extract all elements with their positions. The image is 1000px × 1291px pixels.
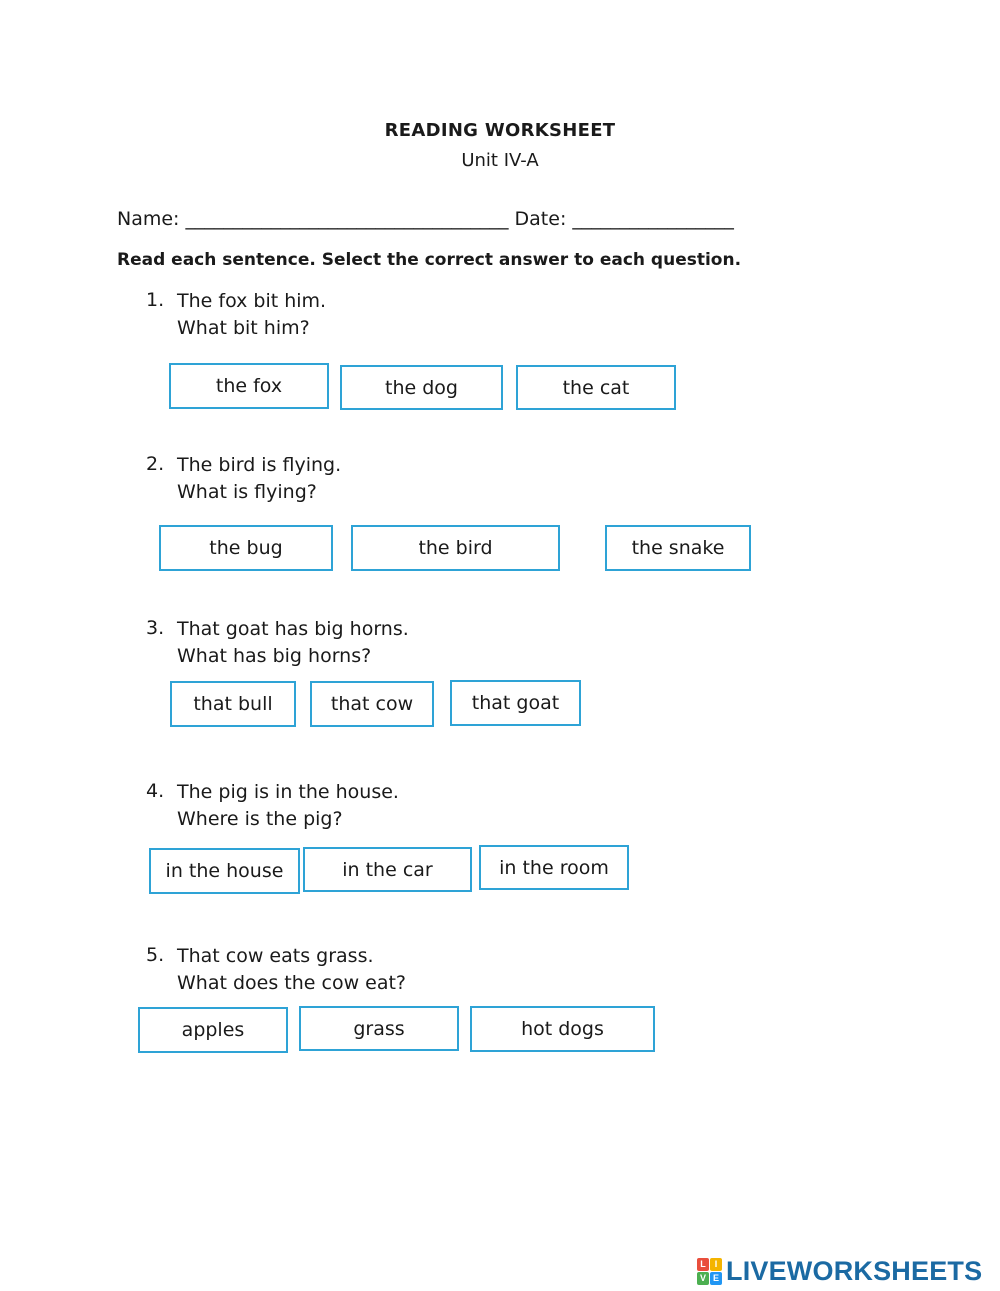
logo-tile-l: L [697, 1258, 709, 1271]
logo-tile-v: V [697, 1272, 709, 1285]
q4-option-in-the-car[interactable]: in the car [303, 847, 472, 892]
question-2-sentence: The bird is flying. [177, 454, 342, 476]
q2-option-the-bird[interactable]: the bird [351, 525, 560, 571]
q5-option-hot-dogs[interactable]: hot dogs [470, 1006, 655, 1052]
question-2-number: 2. [146, 453, 165, 475]
question-2-question: What is flying? [177, 481, 317, 503]
liveworksheets-logo-icon [697, 1258, 722, 1285]
question-5-sentence: That cow eats grass. [177, 945, 374, 967]
q1-option-the-dog[interactable]: the dog [340, 365, 503, 410]
question-4-number: 4. [146, 780, 165, 802]
q3-option-that-cow[interactable]: that cow [310, 681, 434, 727]
question-4-question: Where is the pig? [177, 808, 343, 830]
q2-option-the-bug[interactable]: the bug [159, 525, 333, 571]
q3-option-that-bull[interactable]: that bull [170, 681, 296, 727]
q4-option-in-the-room[interactable]: in the room [479, 845, 629, 890]
q3-option-that-goat[interactable]: that goat [450, 680, 581, 726]
worksheet-title: READING WORKSHEET [384, 120, 616, 141]
question-3-number: 3. [146, 617, 165, 639]
liveworksheets-logo-text: LIVEWORKSHEETS [726, 1255, 983, 1286]
question-3-sentence: That goat has big horns. [177, 618, 409, 640]
question-3-question: What has big horns? [177, 645, 372, 667]
q5-option-apples[interactable]: apples [138, 1007, 288, 1053]
logo-tile-i: I [710, 1258, 722, 1271]
instructions: Read each sentence. Select the correct answer to each question. [117, 250, 742, 270]
question-4-sentence: The pig is in the house. [177, 781, 399, 803]
question-1-number: 1. [146, 289, 165, 311]
question-1-question: What bit him? [177, 317, 310, 339]
logo-tile-e: E [710, 1272, 722, 1285]
q1-option-the-fox[interactable]: the fox [169, 363, 329, 409]
q5-option-grass[interactable]: grass [299, 1006, 459, 1051]
question-5-question: What does the cow eat? [177, 972, 407, 994]
q1-option-the-cat[interactable]: the cat [516, 365, 676, 410]
worksheet-subtitle: Unit IV-A [461, 150, 539, 171]
q2-option-the-snake[interactable]: the snake [605, 525, 751, 571]
liveworksheets-logo [697, 1256, 982, 1286]
q4-option-in-the-house[interactable]: in the house [149, 848, 300, 894]
question-5-number: 5. [146, 944, 165, 966]
question-1-sentence: The fox bit him. [177, 290, 327, 312]
name-date-line: Name: __________________________________ Date: _________________ [117, 208, 734, 230]
